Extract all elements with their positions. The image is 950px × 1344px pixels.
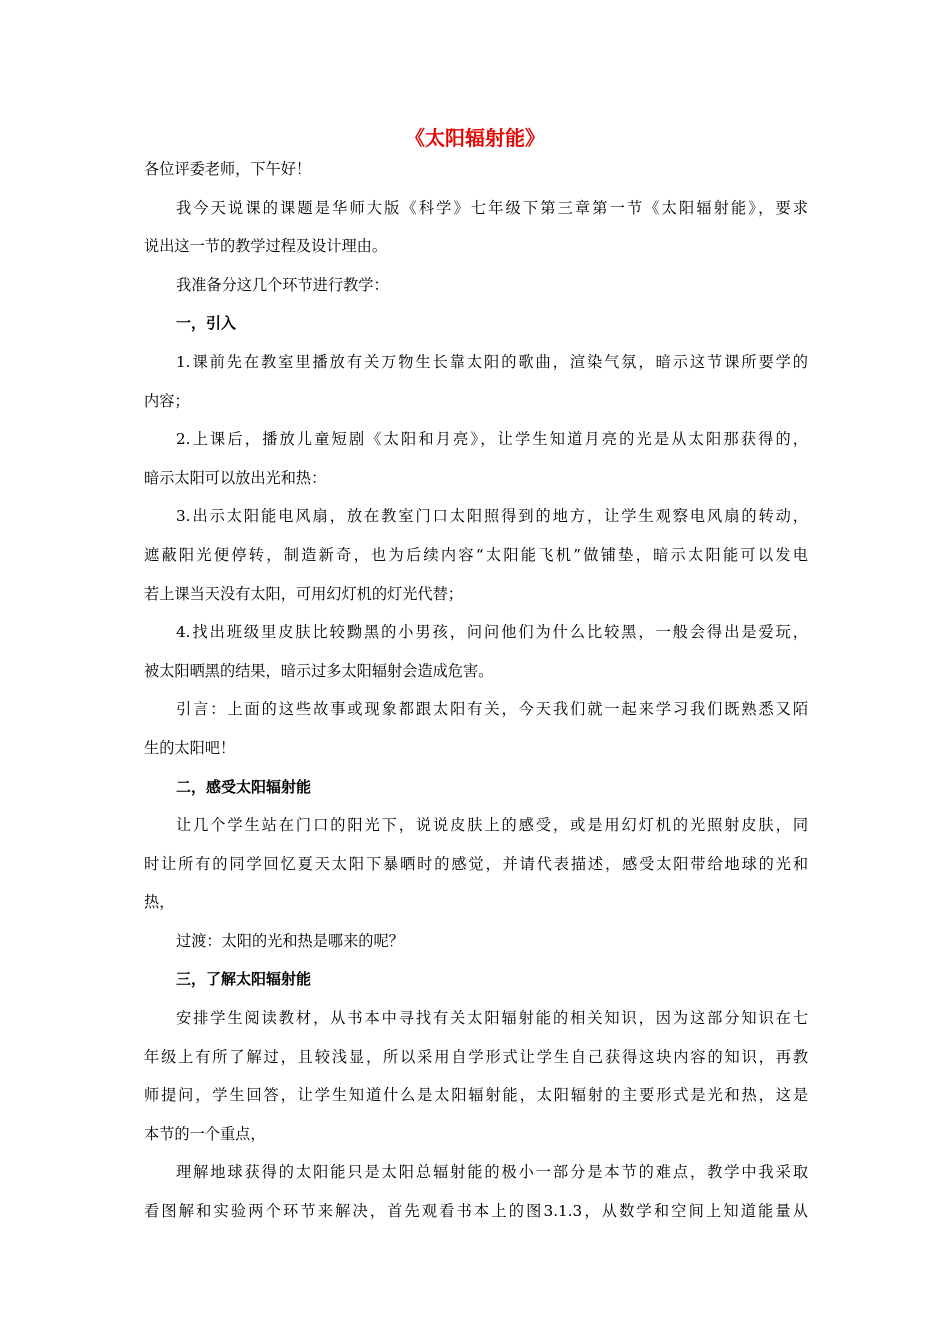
paragraph-line: 我今天说课的课题是华师大版《科学》七年级下第三章第一节《太阳辐射能》，要求	[176, 198, 808, 217]
paragraph-line: 看图解和实验两个环节来解决，首先观看书本上的图3.1.3，从数学和空间上知道能量从	[144, 1202, 808, 1221]
paragraph-line: 2.上课后，播放儿童短剧《太阳和月亮》，让学生知道月亮的光是从太阳那获得的，	[176, 430, 808, 449]
paragraph-line: 引言：上面的这些故事或现象都跟太阳有关，今天我们就一起来学习我们既熟悉又陌	[176, 700, 808, 719]
paragraph-line: 让几个学生站在门口的阳光下，说说皮肤上的感受，或是用幻灯机的光照射皮肤，同	[176, 816, 808, 835]
paragraph-line: 内容；	[144, 391, 190, 410]
section-heading-intro: 一，引入	[176, 314, 237, 333]
paragraph-line: 说出这一节的教学过程及设计理由。	[144, 237, 387, 256]
paragraph-line: 4.找出班级里皮肤比较黝黑的小男孩，问问他们为什么比较黑，一般会得出是爱玩，	[176, 623, 808, 642]
greeting-line: 各位评委老师，下午好！	[144, 160, 312, 178]
paragraph-line: 我准备分这几个环节进行教学：	[176, 275, 389, 294]
paragraph-line: 过渡：太阳的光和热是哪来的呢？	[176, 931, 404, 950]
section-heading-understand: 三，了解太阳辐射能	[176, 970, 312, 989]
paragraph-line: 本节的一个重点，	[144, 1124, 266, 1143]
paragraph-line: 理解地球获得的太阳能只是太阳总辐射能的极小一部分是本节的难点，教学中我采取	[176, 1163, 808, 1182]
paragraph-line: 1.课前先在教室里播放有关万物生长靠太阳的歌曲，渲染气氛，暗示这节课所要学的	[176, 352, 808, 371]
document-title: 《太阳辐射能》	[405, 126, 545, 150]
paragraph-line: 若上课当天没有太阳，可用幻灯机的灯光代替；	[144, 584, 463, 603]
document-body	[144, 150, 808, 1231]
paragraph-line: 暗示太阳可以放出光和热：	[144, 468, 327, 487]
paragraph-line: 3.出示太阳能电风扇，放在教室门口太阳照得到的地方，让学生观察电风扇的转动，	[176, 507, 808, 526]
paragraph-line: 师提问，学生回答，让学生知道什么是太阳辐射能，太阳辐射的主要形式是光和热，这是	[144, 1086, 808, 1105]
paragraph-line: 时让所有的同学回忆夏天太阳下暴晒时的感觉，并请代表描述，感受太阳带给地球的光和	[144, 854, 808, 873]
paragraph-line: 安排学生阅读教材，从书本中寻找有关太阳辐射能的相关知识，因为这部分知识在七	[176, 1009, 808, 1028]
paragraph-line: 热，	[144, 893, 175, 912]
paragraph-line: 生的太阳吧！	[144, 738, 236, 757]
paragraph-line: 年级上有所了解过，且较浅显，所以采用自学形式让学生自己获得这块内容的知识，再教	[144, 1047, 808, 1066]
paragraph-line: 遮蔽阳光便停转，制造新奇，也为后续内容“太阳能飞机”做铺垫，暗示太阳能可以发电	[144, 545, 808, 564]
section-heading-feel: 二，感受太阳辐射能	[176, 777, 312, 796]
paragraph-line: 被太阳晒黑的结果，暗示过多太阳辐射会造成危害。	[144, 661, 494, 680]
